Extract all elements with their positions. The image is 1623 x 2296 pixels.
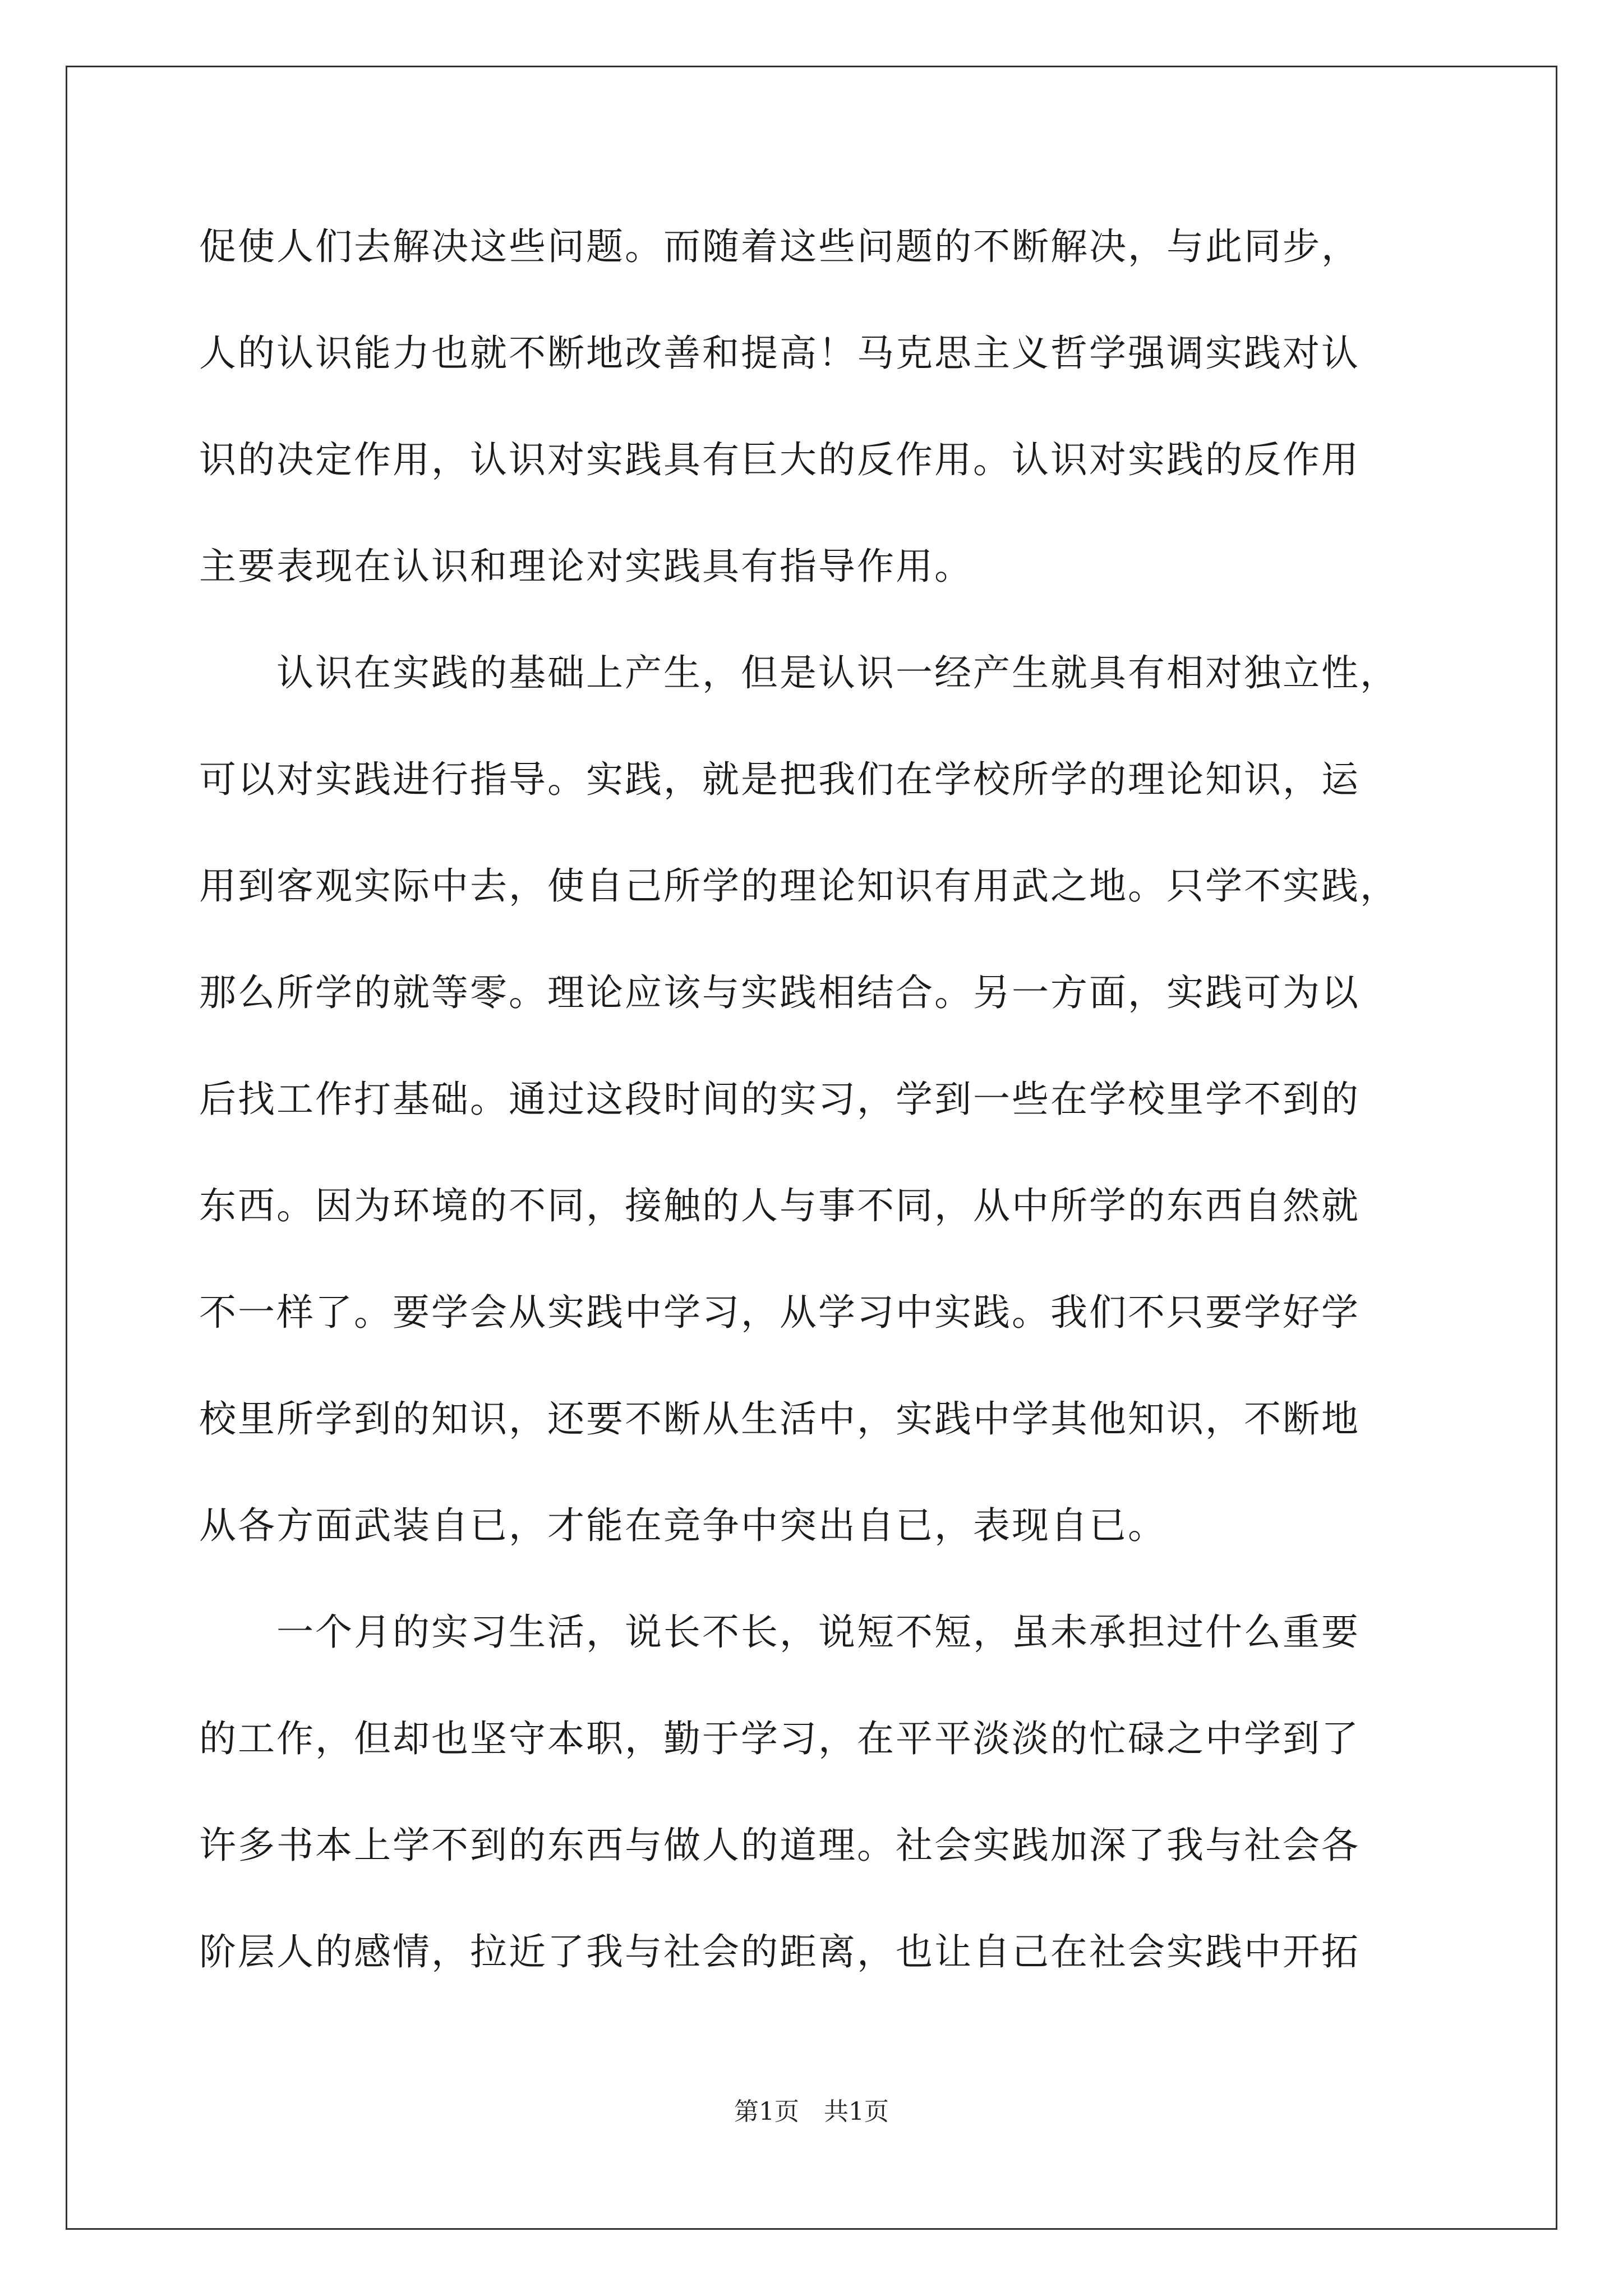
text-line: 不一样了。要学会从实践中学习，从学习中实践。我们不只要学好学 xyxy=(199,1291,1360,1334)
text-line: 用到客观实际中去，使自己所学的理论知识有用武之地。只学不实践， xyxy=(199,864,1399,908)
text-line: 促使人们去解决这些问题。而随着这些问题的不断解决，与此同步， xyxy=(199,225,1360,268)
text-line: 可以对实践进行指导。实践，就是把我们在学校所学的理论知识，运 xyxy=(199,758,1360,801)
text-line: 后找工作打基础。通过这段时间的实习，学到一些在学校里学不到的 xyxy=(199,1078,1360,1121)
text-line: 一个月的实习生活，说长不长，说短不短，虽未承担过什么重要 xyxy=(199,1611,1360,1654)
text-line: 东西。因为环境的不同，接触的人与事不同，从中所学的东西自然就 xyxy=(199,1184,1360,1227)
text-line: 主要表现在认识和理论对实践具有指导作用。 xyxy=(199,545,973,588)
text-line: 许多书本上学不到的东西与做人的道理。社会实践加深了我与社会各 xyxy=(199,1824,1360,1867)
document-body xyxy=(199,194,1433,2005)
text-line: 那么所学的就等零。理论应该与实践相结合。另一方面，实践可为以 xyxy=(199,971,1360,1014)
text-line: 人的认识能力也就不断地改善和提高！马克思主义哲学强调实践对认 xyxy=(199,332,1360,375)
text-line: 阶层人的感情，拉近了我与社会的距离，也让自己在社会实践中开拓 xyxy=(199,1930,1360,1973)
text-line: 识的决定作用，认识对实践具有巨大的反作用。认识对实践的反作用 xyxy=(199,438,1360,481)
text-line: 认识在实践的基础上产生，但是认识一经产生就具有相对独立性， xyxy=(199,651,1399,694)
text-line: 从各方面武装自已，才能在竞争中突出自已，表现自已。 xyxy=(199,1504,1166,1547)
text-line: 校里所学到的知识，还要不断从生活中，实践中学其他知识，不断地 xyxy=(199,1397,1360,1441)
text-line: 的工作，但却也坚守本职，勤于学习，在平平淡淡的忙碌之中学到了 xyxy=(199,1717,1360,1760)
page-number-footer: 第1页 共1页 xyxy=(734,2097,889,2126)
